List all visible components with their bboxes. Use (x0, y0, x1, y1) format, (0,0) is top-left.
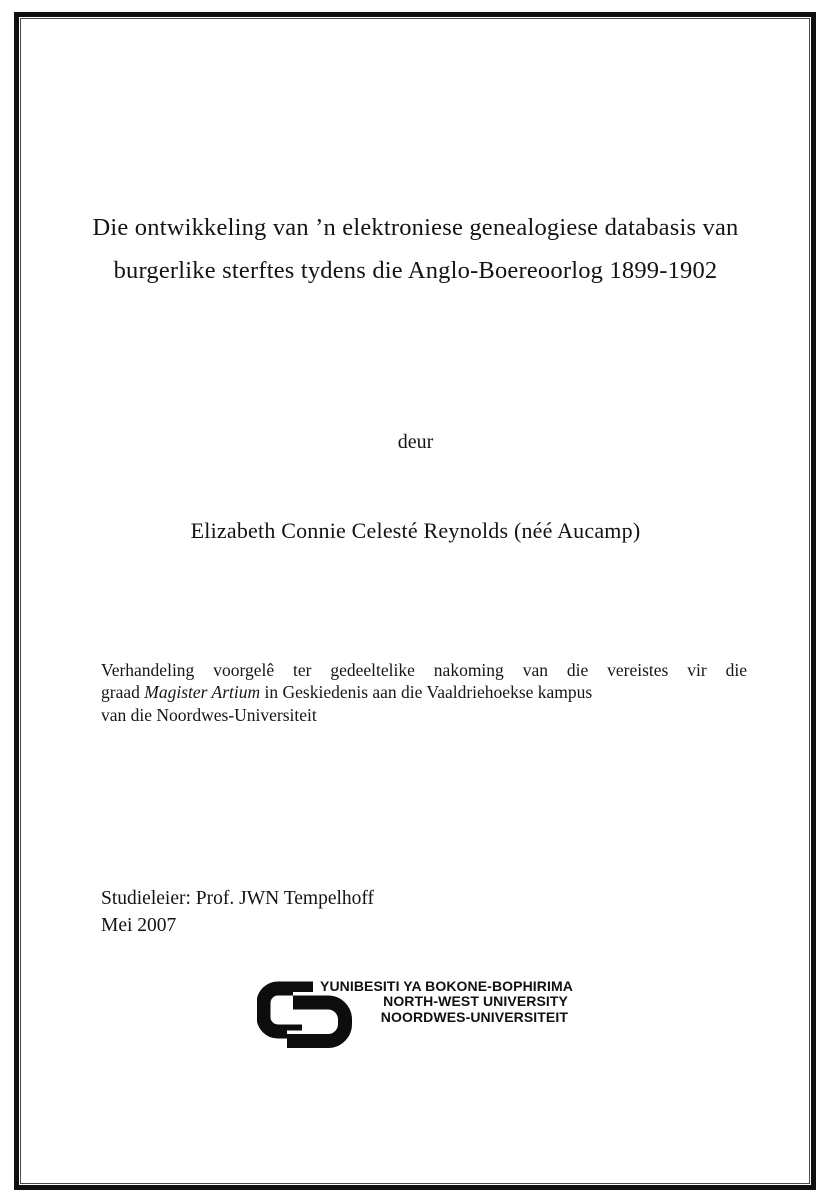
title-line-1: Die ontwikkeling van ’n elektroniese genealogiese databasis van (92, 214, 739, 241)
submission-line-2-suffix: in Geskiedenis aan die Vaaldriehoekse kampus (260, 682, 593, 703)
submission-line-2 (101, 681, 747, 703)
nwu-logo-text-english: NORTH-WEST UNIVERSITY (383, 993, 568, 1010)
submission-line-3: van die Noordwes-Universiteit (101, 704, 317, 725)
supervisor-block (101, 886, 374, 939)
submission-line-1: Verhandeling voorgelê ter gedeeltelike nakoming van die vereistes vir die (101, 660, 747, 680)
degree-name-italic: Magister Artium (144, 682, 261, 703)
thesis-title (40, 206, 791, 292)
nwu-logo (257, 978, 577, 1050)
nwu-logo-text-setswana: YUNIBESITI YA BOKONE-BOPHIRIMA (320, 978, 573, 994)
submission-line-2-prefix: graad (101, 682, 145, 703)
author-name: Elizabeth Connie Celesté Reynolds (néé Aucamp) (190, 518, 641, 543)
submission-statement (101, 659, 747, 726)
date-line: Mei 2007 (101, 914, 177, 936)
nwu-logo-text (320, 978, 573, 1025)
byline-deur: deur (397, 431, 434, 453)
supervisor-line: Studieleier: Prof. JWN Tempelhoff (101, 888, 375, 909)
title-line-2: burgerlike sterftes tydens die Anglo-Boereoorlog 1899-1902 (113, 257, 718, 284)
nwu-logo-text-afrikaans: NOORDWES-UNIVERSITEIT (380, 1008, 568, 1025)
